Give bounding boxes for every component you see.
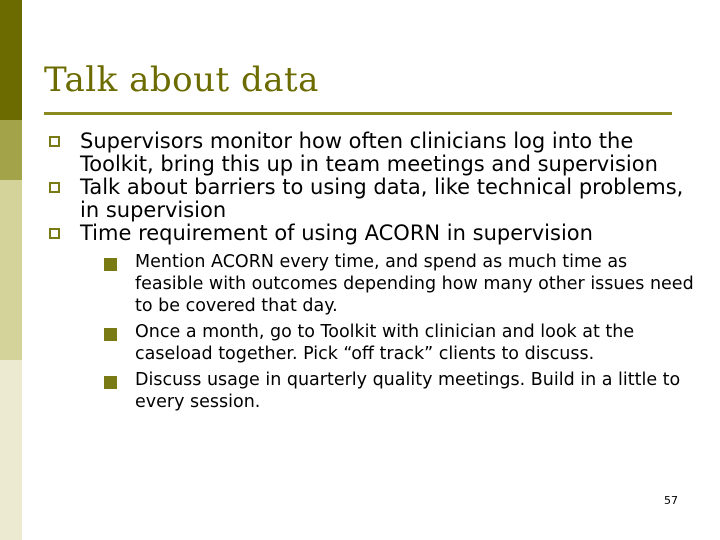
page-number: 57: [664, 494, 678, 507]
filled-square-bullet-icon: [104, 258, 117, 271]
bullet-item: [46, 222, 696, 413]
title-underline: [44, 112, 672, 115]
filled-square-bullet-icon: [104, 328, 117, 341]
filled-square-bullet-icon: [104, 376, 117, 389]
sub-bullet-list: [80, 251, 696, 413]
bullet-item: [46, 130, 696, 176]
sub-bullet-text: Discuss usage in quarterly quality meetings. Build in a little to every session.: [135, 370, 681, 412]
bullet-text: Talk about barriers to using data, like technical problems, in supervision: [80, 175, 684, 222]
sidebar-band-light: [0, 180, 22, 360]
hollow-square-bullet-icon: [49, 136, 60, 147]
sub-bullet-item: [104, 321, 696, 365]
sub-bullet-item: [104, 251, 696, 317]
bullet-text: Supervisors monitor how often clinicians log into the Toolkit, bring this up in team meetings and supervision: [80, 129, 658, 176]
sub-bullet-text: Mention ACORN every time, and spend as much time as feasible with outcomes depending how many other issues need to be covered that day.: [135, 252, 694, 316]
bullet-list: [46, 130, 696, 417]
sidebar-band-dark: [0, 0, 22, 120]
sub-bullet-text: Once a month, go to Toolkit with clinician and look at the caseload together. Pick “off track” clients to discuss.: [135, 322, 635, 364]
hollow-square-bullet-icon: [49, 228, 60, 239]
sidebar-band-lightest: [0, 360, 22, 540]
bullet-item: [46, 176, 696, 222]
sub-bullet-item: [104, 369, 696, 413]
bullet-text: Time requirement of using ACORN in supervision: [80, 221, 593, 245]
sidebar-decoration: [0, 0, 22, 540]
hollow-square-bullet-icon: [49, 182, 60, 193]
slide-title: Talk about data: [44, 60, 319, 100]
sidebar-band-mid: [0, 120, 22, 180]
